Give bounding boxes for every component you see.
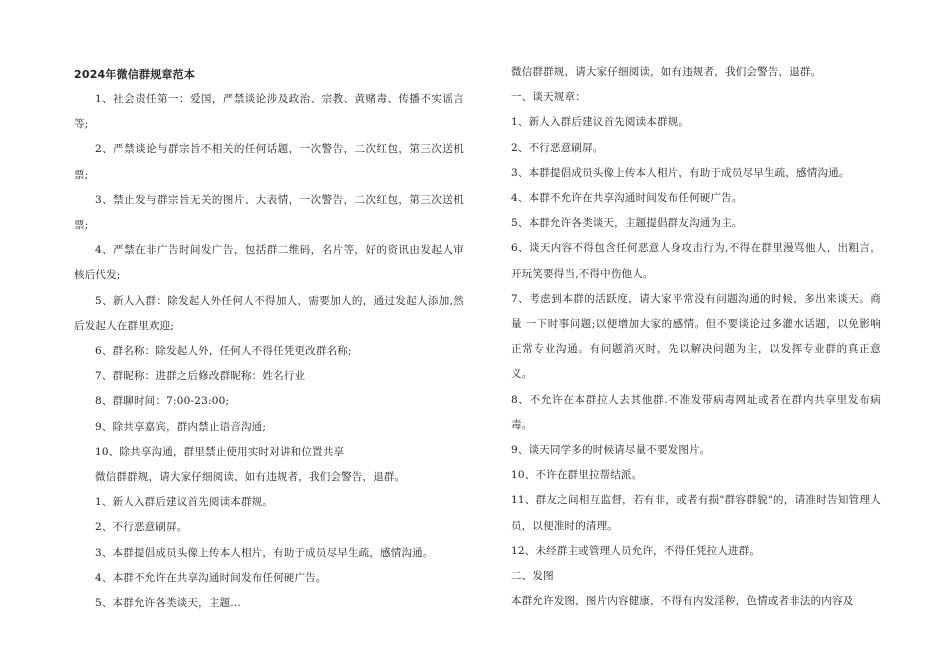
rule-item: 2、不行恶意刷屏。	[95, 521, 188, 534]
rule-item: 3、本群提倡成员头像上传本人相片，有助于成员尽早生疏，感情沟通。	[511, 166, 850, 179]
group-rules-intro: 微信群群规，请大家仔细阅读，如有违规者，我们会警告，退群。	[95, 471, 406, 484]
rule-item: 1、新人入群后建议首先阅读本群规。	[95, 496, 274, 509]
rule-item: 10、不许在群里拉帮结派。	[511, 469, 643, 482]
rule-item: 1、社会责任第一：爱国，严禁谈论涉及政治、宗教、黄赌毒、传播不实谣言等;	[74, 93, 464, 131]
rule-item: 9、除共享嘉宾，群内禁止语音沟通;	[95, 420, 267, 433]
rule-item: 5、本群允许各类谈天，主题提倡群友沟通为主。	[511, 217, 743, 230]
rule-item: 5、新人入群：除发起人外任何人不得加人，需要加人的，通过发起人添加,然后发起人在群里欢迎;	[74, 294, 464, 332]
rule-item: 4、严禁在非广告时间发广告，包括群二维码，名片等，好的资讯由发起人审核后代发;	[74, 244, 464, 282]
rule-item: 2、严禁谈论与群宗旨不相关的任何话题，一次警告，二次红包，第三次送机票;	[74, 143, 464, 181]
rule-item: 7、群昵称：进群之后修改群昵称：姓名行业	[95, 370, 306, 383]
section-text: 本群允许发图，图片内容健康，不得有内发淫秽，色情或者非法的内容及	[511, 595, 854, 608]
rule-item: 3、本群提倡成员头像上传本人相片，有助于成员尽早生疏，感情沟通。	[95, 546, 434, 559]
rule-item: 4、本群不允许在共享沟通时间发布任何硬广告。	[95, 571, 327, 584]
rule-item: 3、禁止发与群宗旨无关的图片、大表情，一次警告，二次红包，第三次送机票;	[74, 193, 464, 232]
rule-item: 10、除共享沟通，群里禁止使用实时对讲和位置共享	[95, 445, 345, 458]
rule-item: 9、谈天同学多的时候请尽量不要发图片。	[511, 444, 711, 457]
rule-item: 12、未经群主或管理人员允许，不得任凭拉人进群。	[511, 544, 761, 557]
section-heading: 一、谈天规章：	[511, 91, 586, 104]
rule-item: 2、不行恶意刷屏。	[511, 141, 604, 154]
section-heading: 二、发图	[511, 570, 554, 583]
right-column	[511, 60, 881, 614]
rule-item: 7、考虑到本群的活跃度，请大家平常没有问题沟通的时候，多出来谈天。商量 一下时事问题;以便增加大家的感情。但不要谈论过多灌水话题，以免影响正常专业沟通。有问题消灭时，先以解决问题为主，以发挥专业群的真正意义。	[511, 292, 881, 381]
rule-item: 8、群聊时间：7:00-23:00;	[95, 395, 230, 408]
rule-item: 6、群名称：除发起人外，任何人不得任凭更改群名称;	[95, 345, 352, 358]
left-column	[74, 60, 464, 616]
rule-item: 5、本群允许各类谈天，主题...	[95, 597, 241, 610]
rule-item: 11、群友之间相互监督，若有非，或者有损"群容群貌"的，请准时告知管理人员，以便准时的清理。	[511, 494, 881, 532]
rule-item: 4、本群不允许在共享沟通时间发布任何硬广告。	[511, 192, 743, 205]
rule-item: 1、新人入群后建议首先阅读本群规。	[511, 116, 690, 129]
rule-item: 6、谈天内容不得包含任何恶意人身攻击行为,不得在群里漫骂他人，出粗言，开玩笑要得当,不得中伤他人。	[511, 242, 881, 280]
group-rules-intro: 微信群群规，请大家仔细阅读，如有违规者，我们会警告，退群。	[511, 66, 822, 78]
document-title: 2024年微信群规章范本	[74, 68, 196, 81]
rule-item: 8、不允许在本群拉人去其他群.不准发带病毒网址或者在群内共享里发布病毒。	[511, 393, 881, 431]
